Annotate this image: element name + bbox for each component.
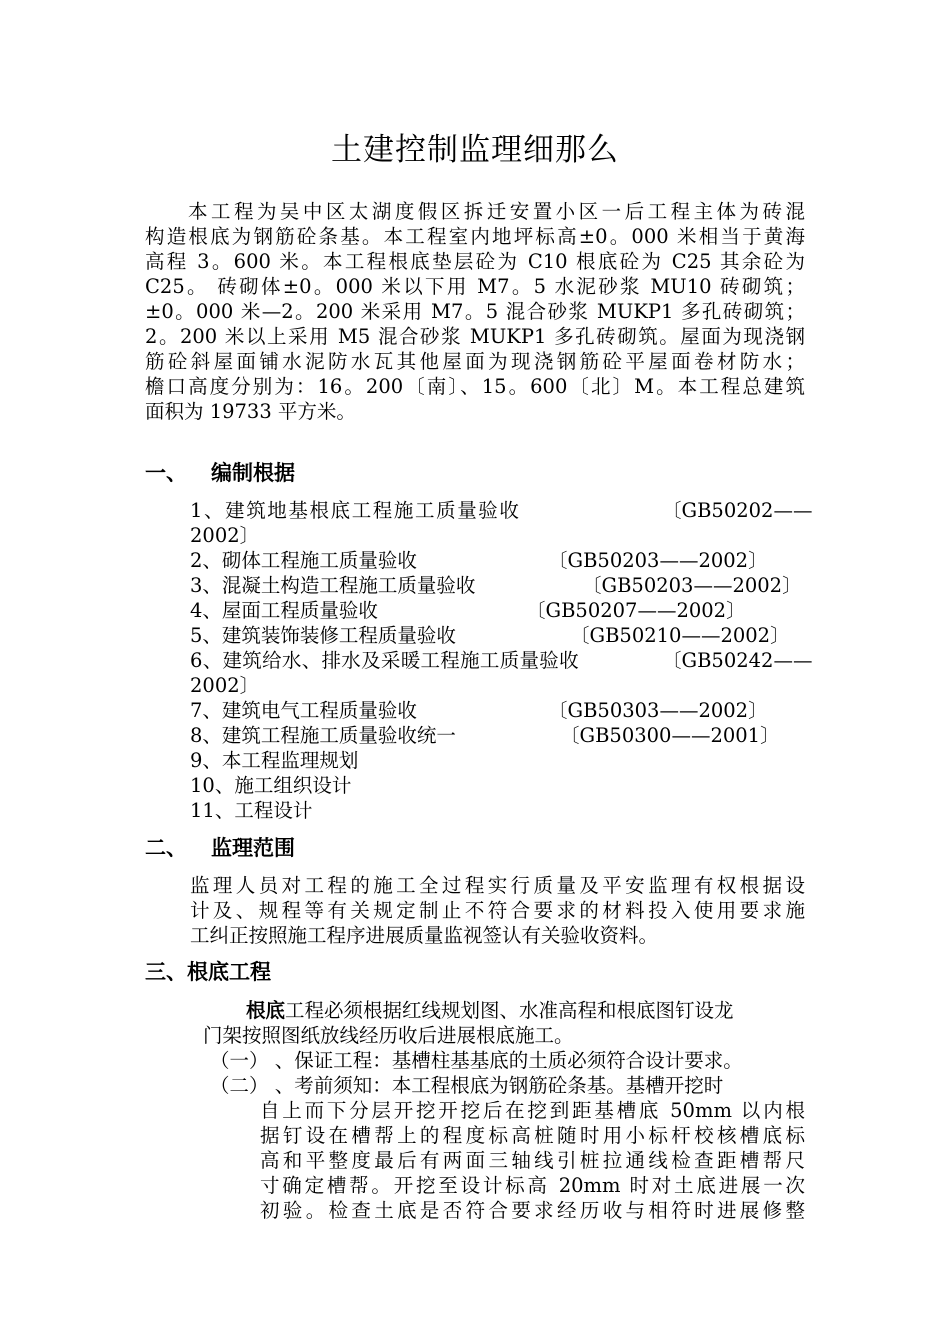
foundation-lead-line bbox=[246, 998, 734, 1023]
reference-label: 8、建筑工程施工质量验收统一 bbox=[190, 724, 456, 747]
lead-text: 工程必须根据红线规划图、水准高程和根底图钉设龙 bbox=[285, 999, 734, 1022]
reference-code: 〔GB50300——2001〕 bbox=[560, 724, 780, 747]
scope-line: 计及、规程等有关规定制止不符合要求的材料投入使用要求施 bbox=[190, 899, 805, 922]
reference-code: 〔GB50210——2002〕 bbox=[570, 624, 790, 647]
section-heading: 三、根底工程 bbox=[145, 960, 271, 984]
scope-line: 工纠正按照施工程序进展质量监视签认有关验收资料。 bbox=[190, 924, 659, 947]
foundation-item-line: 据钉设在槽帮上的程度标高桩随时用小标杆校核槽底标 bbox=[260, 1124, 805, 1147]
reference-code: 〔GB50203——2002〕 bbox=[548, 549, 768, 572]
document-title: 土建控制监理细那么 bbox=[331, 132, 619, 168]
foundation-item-line: 寸确定槽帮。开挖至设计标高 20mm 时对土底进展一次 bbox=[260, 1174, 805, 1197]
reference-code: 〔GB50202—— bbox=[662, 499, 813, 522]
reference-label: 6、建筑给水、排水及采暖工程施工质量验收 bbox=[190, 649, 579, 672]
reference-continuation: 2002〕 bbox=[190, 524, 260, 547]
intro-line: ±0。000 米—2。200 米采用 M7。5 混合砂浆 MUKP1 多孔砖砌筑； bbox=[145, 300, 805, 323]
reference-code: 〔GB50207——2002〕 bbox=[526, 599, 746, 622]
foundation-item-line: 初验。检查土底是否符合要求经历收与相符时进展修整 bbox=[260, 1199, 805, 1222]
section-number: 一、 bbox=[145, 461, 187, 485]
section-heading bbox=[145, 458, 295, 488]
reference-label: 10、施工组织设计 bbox=[190, 774, 352, 797]
reference-label: 11、工程设计 bbox=[190, 799, 313, 822]
reference-label: 4、屋面工程质量验收 bbox=[190, 599, 378, 622]
section-title: 编制根据 bbox=[211, 461, 295, 485]
scope-line: 监理人员对工程的施工全过程实行质量及平安监理有权根据设 bbox=[190, 874, 805, 897]
intro-line: 构造根底为钢筋砼条基。本工程室内地坪标高±0。000 米相当于黄海 bbox=[145, 225, 805, 248]
intro-line: 高程 3。600 米。本工程根底垫层砼为 C10 根底砼为 C25 其余砼为 bbox=[145, 250, 805, 273]
foundation-item: （二） 、考前须知：本工程根底为钢筋砼条基。基槽开挖时 bbox=[210, 1074, 724, 1097]
reference-code: 〔GB50303——2002〕 bbox=[548, 699, 768, 722]
foundation-item-line: 高和平整度最后有两面三轴线引桩拉通线检查距槽帮尺 bbox=[260, 1149, 805, 1172]
intro-line: C25。 砖砌体±0。000 米以下用 M7。5 水泥砂浆 MU10 砖砌筑； bbox=[145, 275, 805, 298]
intro-line: 檐口高度分别为：16。200〔南〕、15。600〔北〕M。本工程总建筑 bbox=[145, 375, 805, 398]
section-number: 二、 bbox=[145, 836, 187, 860]
foundation-item: （一） 、保证工程：基槽柱基基底的土质必须符合设计要求。 bbox=[210, 1049, 743, 1072]
reference-label: 3、混凝土构造工程施工质量验收 bbox=[190, 574, 476, 597]
reference-label: 9、本工程监理规划 bbox=[190, 749, 359, 772]
foundation-lead-line: 门架按照图纸放线经历收后进展根底施工。 bbox=[203, 1024, 574, 1047]
reference-continuation: 2002〕 bbox=[190, 674, 260, 697]
foundation-item-line: 自上而下分层开挖开挖后在挖到距基槽底 50mm 以内根 bbox=[260, 1099, 805, 1122]
intro-line: 2。200 米以上采用 M5 混合砂浆 MUKP1 多孔砖砌筑。屋面为现浇钢 bbox=[145, 325, 805, 348]
lead-bold-text: 根底 bbox=[246, 999, 286, 1022]
reference-code: 〔GB50242—— bbox=[662, 649, 813, 672]
intro-line: 筋砼斜屋面铺水泥防水瓦其他屋面为现浇钢筋砼平屋面卷材防水； bbox=[145, 350, 805, 373]
intro-line: 本工程为吴中区太湖度假区拆迁安置小区一后工程主体为砖混 bbox=[188, 200, 805, 223]
reference-label: 2、砌体工程施工质量验收 bbox=[190, 549, 417, 572]
reference-label: 5、建筑装饰装修工程质量验收 bbox=[190, 624, 456, 647]
section-title: 监理范围 bbox=[211, 836, 295, 860]
intro-line: 面积为 19733 平方米。 bbox=[145, 400, 356, 423]
section-heading bbox=[145, 833, 295, 863]
reference-code: 〔GB50203——2002〕 bbox=[582, 574, 802, 597]
reference-label: 1、建筑地基根底工程施工质量验收 bbox=[190, 499, 521, 522]
reference-label: 7、建筑电气工程质量验收 bbox=[190, 699, 417, 722]
